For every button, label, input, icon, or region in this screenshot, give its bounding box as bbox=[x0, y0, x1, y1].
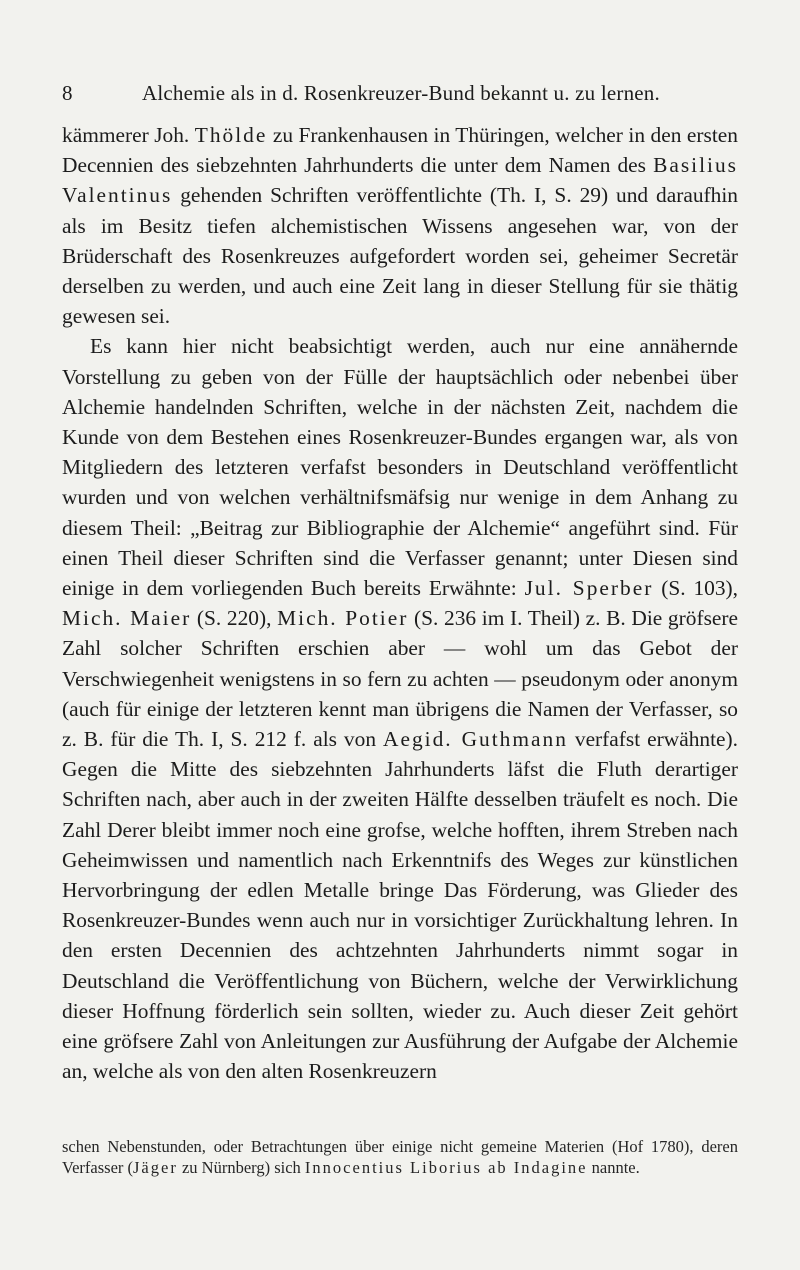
footnote bbox=[62, 1136, 738, 1178]
spaced-name: Mich. Maier bbox=[62, 606, 192, 631]
footnote-text bbox=[62, 1136, 738, 1178]
text-run: schen Nebenstunden, oder Betrachtungen über einige nicht gemeine Materien (Hof 1780), deren Verfasser ( bbox=[62, 1137, 738, 1177]
text-run: (S. 103), bbox=[653, 576, 739, 601]
text-run: zu Frankenhausen in Thüringen, welcher in den ersten Decennien des siebzehnten Jahrhunderts die unter dem Namen des bbox=[62, 123, 738, 178]
spaced-name: Mich. Potier bbox=[277, 606, 409, 631]
spaced-name: Jul. Sperber bbox=[524, 576, 654, 601]
paragraph bbox=[62, 120, 738, 331]
spaced-name: Innocentius Liborius ab Indagine bbox=[304, 1158, 588, 1177]
spaced-name: Aegid. Guthmann bbox=[383, 727, 568, 752]
body-text bbox=[62, 120, 738, 1087]
page-header bbox=[62, 78, 738, 108]
text-run: Es kann hier nicht beabsichtigt werden, auch nur eine annähernde Vorstellung zu geben von der Fülle der hauptsächlich oder nebenbei über Alchemie handelnden Schriften, welche in der nächsten Zeit, nachdem die Kunde von dem Bestehen eines Rosenkreuzer-Bundes ergangen war, als von Mitgliedern des letzteren verfafst besonders in Deutschland veröffentlicht wurden und von welchen verhältnifsmäfsig nur wenige in dem Anhang zu diesem Theil: „Beitrag zur Bibliographie der Alchemie“ angeführt sind. Für einen Theil dieser Schriften sind die Verfasser genannt; unter Diesen sind einige in dem vorliegenden Buch bereits Erwähnte: bbox=[62, 334, 738, 601]
text-run: verfafst erwähnte). Gegen die Mitte des siebzehnten Jahrhunderts läfst die Fluth derartiger Schriften nach, aber auch in der zweiten Hälfte desselben träufelt es noch. Die Zahl Derer bleibt immer noch eine grofse, welche hofften, ihrem Streben nach Geheimwissen und namentlich nach Erkenntnifs des Weges zur künstlichen Hervorbringung der edlen Metalle bringe Das Förderung, was Glieder des Rosenkreuzer-Bundes wenn auch nur in vorsichtiger Zurückhaltung lehren. In den ersten Decennien des achtzehnten Jahrhunderts nimmt sogar in Deutschland die Veröffentlichung von Büchern, welche der Verwirklichung dieser Hoffnung förderlich sein sollten, wieder zu. Auch dieser Zeit gehört eine gröfsere Zahl von Anleitungen zur Ausführung der Aufgabe der Alchemie an, welche als von den alten Rosenkreuzern bbox=[62, 727, 739, 1084]
paragraph bbox=[62, 331, 738, 1086]
spaced-name: Basilius Valentinus bbox=[62, 153, 738, 208]
text-run: kämmerer Joh. bbox=[62, 123, 195, 147]
page-number: 8 bbox=[62, 81, 73, 105]
text-run: (S. 236 im I. Theil) z. B. Die gröfsere Zahl solcher Schriften erschien aber — wohl um das Gebot der Verschwiegenheit wenigstens in so fern zu achten — pseudonym oder anonym (auch für einige der letzteren kennt man übrigens die Namen der Verfasser, so z. B. für die Th. I, S. 212 f. als von bbox=[62, 606, 738, 752]
spaced-name: Thölde bbox=[194, 123, 268, 147]
running-title: Alchemie als in d. Rosenkreuzer-Bund bekannt u. zu lernen. bbox=[142, 81, 660, 105]
spaced-name: Jäger bbox=[133, 1158, 178, 1177]
text-run: (S. 220), bbox=[191, 606, 278, 631]
text-run: gehenden Schriften veröffentlichte (Th. I, S. 29) und daraufhin als im Besitz tiefen alchemistischen Wissens angesehen war, von der Brüderschaft des Rosenkreuzes aufgefordert worden sei, geheimer Secretär derselben zu werden, und auch eine Zeit lang in dieser Stellung für sie thätig gewesen sei. bbox=[62, 183, 738, 329]
text-run: zu Nürnberg) sich bbox=[177, 1158, 305, 1177]
text-run: nannte. bbox=[587, 1158, 640, 1177]
